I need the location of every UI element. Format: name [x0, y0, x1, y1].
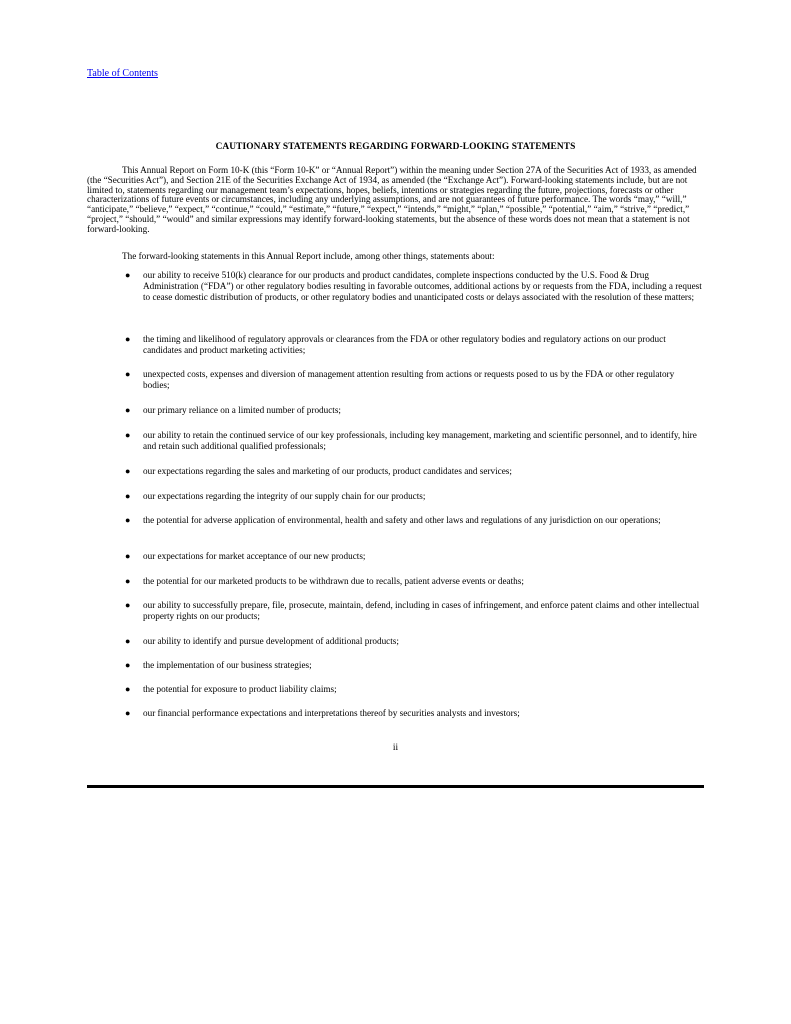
- table-of-contents-link[interactable]: Table of Contents: [87, 68, 158, 79]
- bullet-icon: ●: [125, 576, 131, 586]
- bullet-icon: ●: [125, 684, 131, 694]
- bullet-icon: ●: [125, 600, 131, 610]
- bullet-icon: ●: [125, 430, 131, 440]
- page-divider: [87, 785, 704, 788]
- list-item-text: our financial performance expectations and interpretations thereof by securities analysts and investors;: [143, 708, 520, 718]
- list-item-text: our ability to receive 510(k) clearance for our products and product candidates, complete inspections conducted by the U.S. Food & Drug Administration (“FDA”) or other regulatory bodies resulting in favorable outcomes, additional actions by or requests from the FDA, including a request to cease domestic distribution of products, or other regulatory bodies and unanticipated costs or delays associated with the resolution of these matters;: [143, 270, 702, 302]
- bullet-icon: ●: [125, 491, 131, 501]
- bullet-icon: ●: [125, 660, 131, 670]
- list-item-text: the implementation of our business strategies;: [143, 660, 312, 670]
- bullet-icon: ●: [125, 369, 131, 379]
- bullet-icon: ●: [125, 270, 131, 280]
- list-item-text: our expectations for market acceptance of our new products;: [143, 551, 366, 561]
- bullet-icon: ●: [125, 515, 131, 525]
- section-heading: CAUTIONARY STATEMENTS REGARDING FORWARD-LOOKING STATEMENTS: [215, 142, 576, 152]
- lead-paragraph: The forward-looking statements in this Annual Report include, among other things, statements about:: [122, 251, 495, 261]
- list-item-text: the timing and likelihood of regulatory approvals or clearances from the FDA or other regulatory bodies and regulatory actions on our product candidates and product marketing activities;: [143, 334, 666, 355]
- list-item-text: our ability to retain the continued service of our key professionals, including key management, marketing and scientific personnel, and to identify, hire and retain such additional qualified professionals;: [143, 430, 697, 451]
- list-item-text: the potential for adverse application of environmental, health and safety and other laws and regulations of any jurisdiction on our operations;: [143, 515, 661, 525]
- list-item-text: the potential for exposure to product liability claims;: [143, 684, 337, 694]
- list-item-text: our ability to identify and pursue development of additional products;: [143, 636, 399, 646]
- list-item-text: our expectations regarding the sales and marketing of our products, product candidates and services;: [143, 466, 512, 476]
- bullet-icon: ●: [125, 708, 131, 718]
- bullet-icon: ●: [125, 466, 131, 476]
- bullet-icon: ●: [125, 636, 131, 646]
- bullet-icon: ●: [125, 405, 131, 415]
- list-item-text: our expectations regarding the integrity of our supply chain for our products;: [143, 491, 426, 501]
- list-item-text: unexpected costs, expenses and diversion of management attention resulting from actions or requests posed to us by the FDA or other regulatory bodies;: [143, 369, 675, 390]
- intro-paragraph: This Annual Report on Form 10-K (this “Form 10-K” or “Annual Report”) within the meaning under Section 27A of the Securities Act of 1933, as amended (the “Securities Act”), and Section 21E of the Securities Exchange Act of 1934, as amended (the “Exchange Act”). Forward-looking statements include, but are not limited to, statements regarding our management team’s expectations, hopes, beliefs, intentions or strategies regarding the future, projections, forecasts or other characterizations of future events or circumstances, including any underlying assumptions, and are not guarantees of future performance. The words “may,” “will,” “anticipate,” “believe,” “expect,” “continue,” “could,” “estimate,” “future,” “expect,” “intends,” “might,” “plan,” “possible,” “potential,” “aim,” “strive,” “predict,” “project,” “should,” “would” and similar expressions may identify forward-looking statements, but the absence of these words does not mean that a statement is not forward-looking.: [87, 165, 697, 234]
- list-item-text: our primary reliance on a limited number of products;: [143, 405, 341, 415]
- list-item-text: the potential for our marketed products to be withdrawn due to recalls, patient adverse events or deaths;: [143, 576, 524, 586]
- page-number: ii: [392, 743, 399, 753]
- bullet-icon: ●: [125, 551, 131, 561]
- list-item-text: our ability to successfully prepare, file, prosecute, maintain, defend, including in cases of infringement, and enforce patent claims and other intellectual property rights on our products;: [143, 600, 700, 621]
- bullet-icon: ●: [125, 334, 131, 344]
